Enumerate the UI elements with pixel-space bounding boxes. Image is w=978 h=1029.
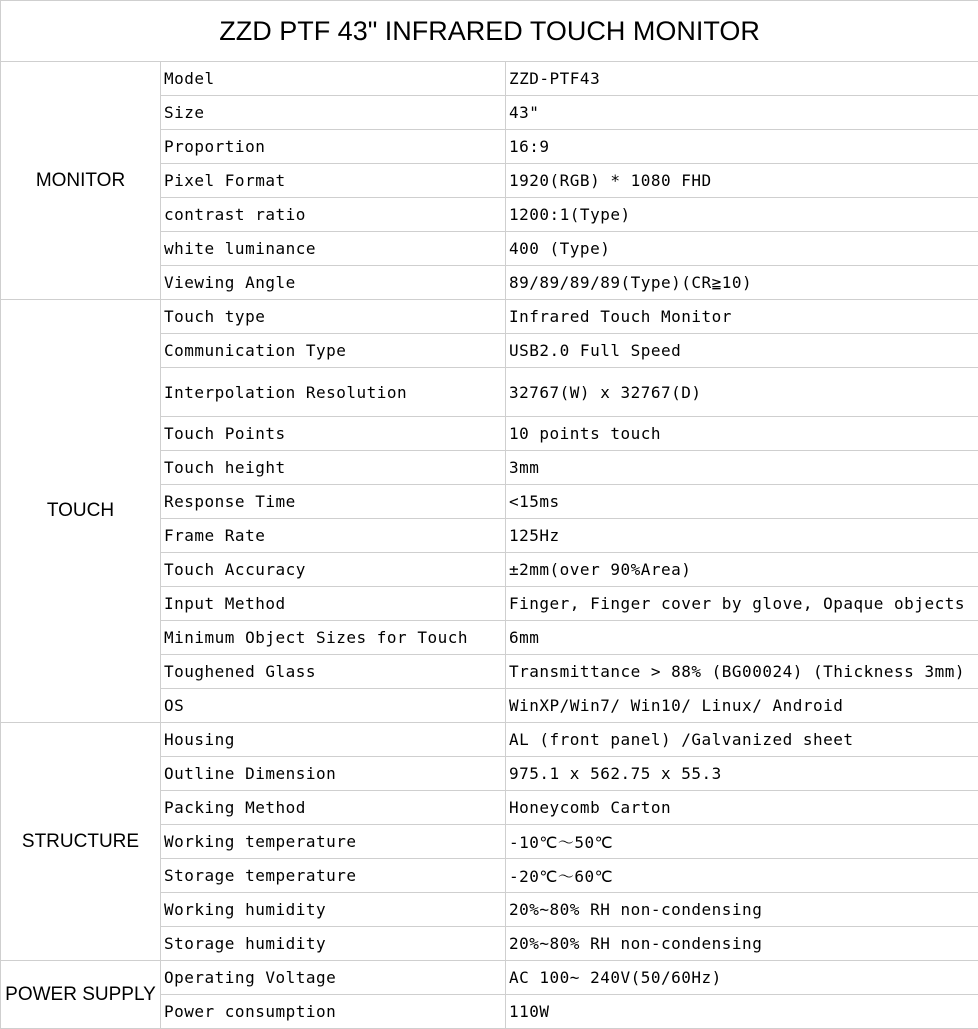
table-row <box>1 723 978 757</box>
table-row <box>1 62 978 96</box>
spec-value: 16:9 <box>506 130 978 164</box>
table-title: ZZD PTF 43" INFRARED TOUCH MONITOR <box>1 1 978 62</box>
spec-param: Frame Rate <box>161 519 506 553</box>
spec-param: Viewing Angle <box>161 266 506 300</box>
spec-param: Pixel Format <box>161 164 506 198</box>
spec-value: 400 (Type) <box>506 232 978 266</box>
spec-param: OS <box>161 689 506 723</box>
title-row <box>1 1 978 62</box>
spec-param: Working humidity <box>161 893 506 927</box>
spec-value: 6mm <box>506 621 978 655</box>
table-row <box>1 300 978 334</box>
table-row <box>1 961 978 995</box>
spec-param: Proportion <box>161 130 506 164</box>
spec-value: Transmittance > 88% (BG00024) (Thickness 3mm) <box>506 655 978 689</box>
spec-value: 1920(RGB) * 1080 FHD <box>506 164 978 198</box>
spec-value: 3mm <box>506 451 978 485</box>
spec-value: Infrared Touch Monitor <box>506 300 978 334</box>
spec-value: 125Hz <box>506 519 978 553</box>
spec-param: Interpolation Resolution <box>161 368 506 417</box>
spec-param: Toughened Glass <box>161 655 506 689</box>
section-category: TOUCH <box>1 300 161 723</box>
spec-param: Working temperature <box>161 825 506 859</box>
spec-value: 10 points touch <box>506 417 978 451</box>
spec-value: WinXP/Win7/ Win10/ Linux/ Android <box>506 689 978 723</box>
spec-value: ZZD-PTF43 <box>506 62 978 96</box>
spec-param: Power consumption <box>161 995 506 1029</box>
spec-param: Communication Type <box>161 334 506 368</box>
spec-param: Size <box>161 96 506 130</box>
spec-param: Model <box>161 62 506 96</box>
spec-value: 975.1 x 562.75 x 55.3 <box>506 757 978 791</box>
spec-param: Touch type <box>161 300 506 334</box>
spec-param: white luminance <box>161 232 506 266</box>
spec-param: Response Time <box>161 485 506 519</box>
spec-value: -20℃～60℃ <box>506 859 978 893</box>
spec-param: Operating Voltage <box>161 961 506 995</box>
spec-value: 43" <box>506 96 978 130</box>
spec-param: Input Method <box>161 587 506 621</box>
spec-value: USB2.0 Full Speed <box>506 334 978 368</box>
spec-value: AC 100~ 240V(50/60Hz) <box>506 961 978 995</box>
spec-param: Minimum Object Sizes for Touch <box>161 621 506 655</box>
spec-value: Finger, Finger cover by glove, Opaque objects <box>506 587 978 621</box>
spec-value: 110W <box>506 995 978 1029</box>
spec-value: ±2mm(over 90%Area) <box>506 553 978 587</box>
spec-value: <15ms <box>506 485 978 519</box>
spec-value: 89/89/89/89(Type)(CR≧10) <box>506 266 978 300</box>
spec-param: Storage temperature <box>161 859 506 893</box>
spec-param: contrast ratio <box>161 198 506 232</box>
spec-value: -10℃～50℃ <box>506 825 978 859</box>
section-category: STRUCTURE <box>1 723 161 961</box>
spec-value: 32767(W) x 32767(D) <box>506 368 978 417</box>
section-category: POWER SUPPLY <box>1 961 161 1029</box>
spec-param: Touch Points <box>161 417 506 451</box>
spec-param: Housing <box>161 723 506 757</box>
spec-param: Touch Accuracy <box>161 553 506 587</box>
spec-param: Touch height <box>161 451 506 485</box>
spec-value: AL (front panel) /Galvanized sheet <box>506 723 978 757</box>
spec-value: Honeycomb Carton <box>506 791 978 825</box>
spec-value: 20%~80% RH non-condensing <box>506 927 978 961</box>
spec-value: 1200:1(Type) <box>506 198 978 232</box>
spec-table-body <box>1 1 978 1029</box>
spec-param: Packing Method <box>161 791 506 825</box>
spec-value: 20%~80% RH non-condensing <box>506 893 978 927</box>
spec-param: Storage humidity <box>161 927 506 961</box>
spec-param: Outline Dimension <box>161 757 506 791</box>
section-category: MONITOR <box>1 62 161 300</box>
